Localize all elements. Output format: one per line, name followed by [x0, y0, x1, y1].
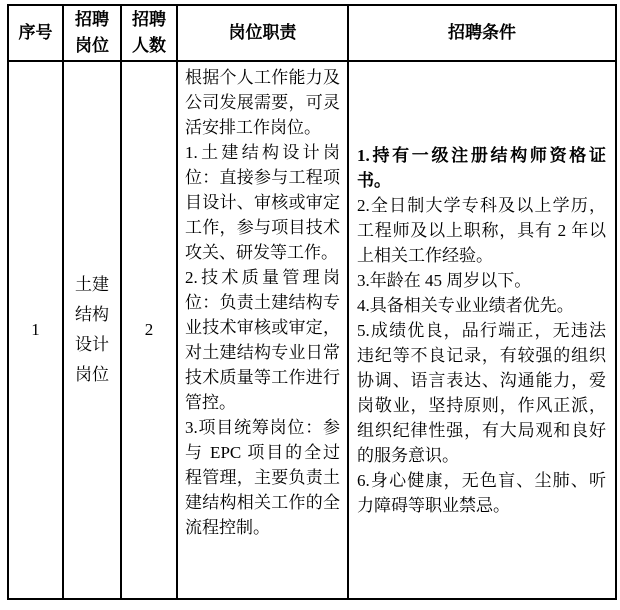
cell-conditions — [348, 61, 616, 599]
paragraph: 1.土建结构设计岗位：直接参与工程项目设计、审核或审定工作，参与项目技术攻关、研发等工作。 — [185, 143, 340, 262]
paragraph: 2.全日制大学专科及以上学历，工程师及以上职称，具有 2 年以上相关工作经验。 — [357, 195, 606, 265]
paragraph: 根据个人工作能力及公司发展需要，可灵活安排工作岗位。 — [185, 68, 340, 137]
paragraph: 3.年龄在 45 周岁以下。 — [357, 270, 532, 290]
col-header-index: 序号 — [8, 5, 63, 61]
col-header-position: 招聘岗位 — [63, 5, 121, 61]
col-header-conditions: 招聘条件 — [348, 5, 616, 61]
cell-index: 1 — [8, 61, 63, 599]
recruitment-table — [7, 4, 617, 600]
col-header-duties: 岗位职责 — [177, 5, 348, 61]
paragraph: 5.成绩优良，品行端正，无违法违纪等不良记录，有较强的组织协调、语言表达、沟通能力，爱岗敬业，坚持原则，作风正派，组织纪律性强，有大局观和良好的服务意识。 — [357, 320, 606, 465]
paragraph: 3.项目统筹岗位：参与 EPC 项目的全过程管理，主要负责土建结构相关工作的全流程控制。 — [185, 418, 340, 537]
col-header-headcount: 招聘人数 — [121, 5, 177, 61]
conditions-text — [357, 143, 606, 518]
duties-text — [185, 65, 340, 540]
paragraph: 1.持有一级注册结构师资格证书。 — [357, 145, 606, 190]
paragraph: 6.身心健康，无色盲、尘肺、听力障碍等职业禁忌。 — [357, 470, 606, 515]
paragraph: 2.技术质量管理岗位：负责土建结构专业技术审核或审定，对土建结构专业日常技术质量等工作进行管控。 — [185, 268, 340, 412]
paragraph: 4.具备相关专业业绩者优先。 — [357, 295, 574, 315]
table-header-row — [8, 5, 616, 61]
table-row — [8, 61, 616, 599]
cell-duties — [177, 61, 348, 599]
cell-position: 土建结构设计岗位 — [63, 61, 121, 599]
cell-headcount: 2 — [121, 61, 177, 599]
